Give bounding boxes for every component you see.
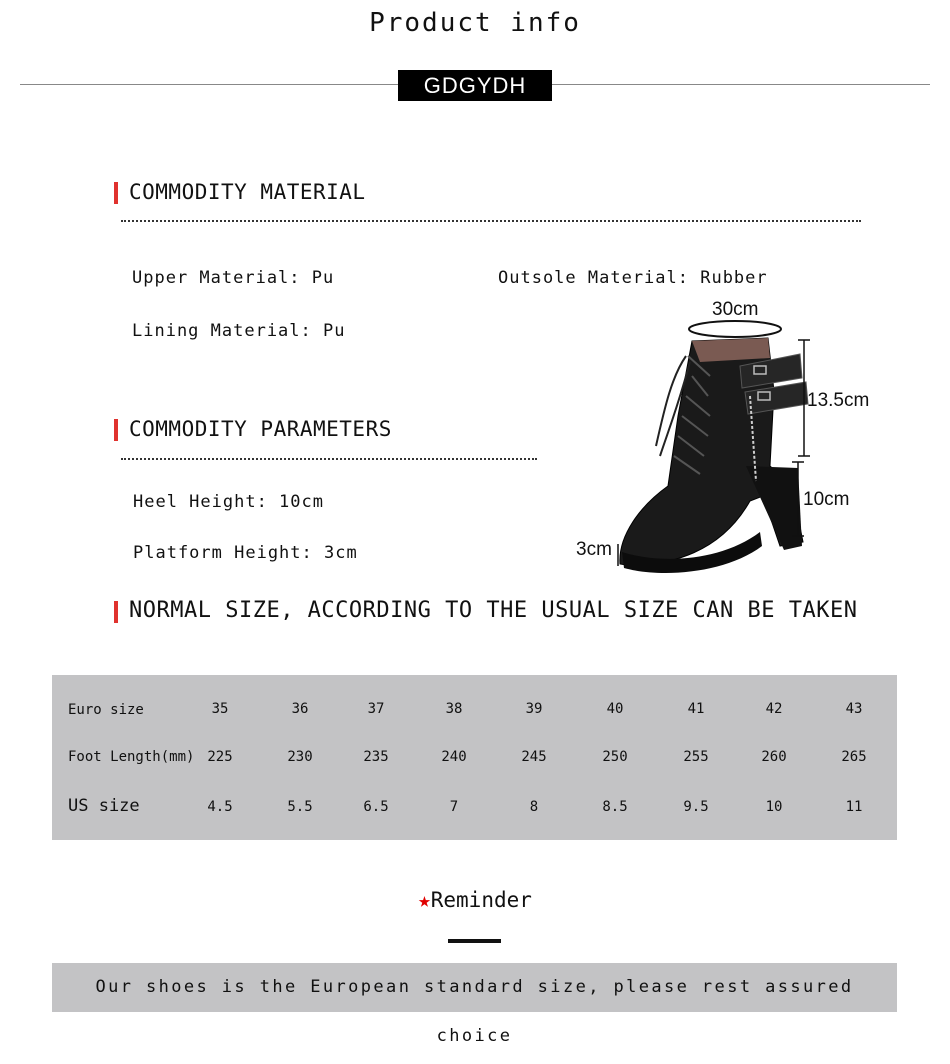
table-cell: 40 <box>606 701 624 717</box>
table-cell: 35 <box>211 701 229 717</box>
reminder-title: Reminder <box>430 888 532 912</box>
table-cell: 8 <box>529 799 539 815</box>
platform-height: Platform Height: 3cm <box>133 543 358 563</box>
section-marker <box>114 182 118 204</box>
table-cell: 260 <box>761 749 787 765</box>
table-cell: 37 <box>367 701 385 717</box>
table-cell: 240 <box>441 749 467 765</box>
table-cell: 38 <box>445 701 463 717</box>
table-cell: 39 <box>525 701 543 717</box>
circumference-loop <box>689 321 781 337</box>
reminder-heading <box>0 888 950 912</box>
platform-height-label: 3cm <box>576 539 612 560</box>
heel-height: Heel Height: 10cm <box>133 492 324 512</box>
table-cell: 225 <box>207 749 233 765</box>
table-cell: 7 <box>449 799 459 815</box>
table-cell: 265 <box>841 749 867 765</box>
outsole-material: Outsole Material: Rubber <box>498 268 768 288</box>
table-cell: 42 <box>765 701 783 717</box>
row-label: Foot Length(mm) <box>68 749 195 765</box>
table-cell: 5.5 <box>287 799 313 815</box>
heel-height-label: 10cm <box>803 489 850 510</box>
table-cell: 36 <box>291 701 309 717</box>
dotted-divider <box>121 458 537 460</box>
table-cell: 4.5 <box>207 799 233 815</box>
page-title: Product info <box>369 8 581 38</box>
table-cell: 250 <box>602 749 628 765</box>
table-cell: 41 <box>687 701 705 717</box>
circumference-label: 30cm <box>712 299 759 320</box>
table-cell: 10 <box>765 799 783 815</box>
boot-lining <box>692 338 770 362</box>
star-icon: ★ <box>418 888 431 912</box>
table-cell: 235 <box>363 749 389 765</box>
upper-material: Upper Material: Pu <box>132 268 335 288</box>
table-cell: 8.5 <box>602 799 628 815</box>
parameters-heading: COMMODITY PARAMETERS <box>129 417 392 441</box>
row-label: US size <box>68 796 140 816</box>
shaft-height-label: 13.5cm <box>807 390 870 411</box>
table-cell: 230 <box>287 749 313 765</box>
table-cell: 9.5 <box>683 799 709 815</box>
material-heading: COMMODITY MATERIAL <box>129 180 366 204</box>
lining-material: Lining Material: Pu <box>132 321 346 341</box>
brand-badge: GDGYDH <box>398 70 552 101</box>
table-cell: 245 <box>521 749 547 765</box>
size-note: NORMAL SIZE, ACCORDING TO THE USUAL SIZE CAN BE TAKEN <box>129 598 858 623</box>
reminder-notice: Our shoes is the European standard size, please rest assured choice <box>52 963 897 1012</box>
table-cell: 11 <box>845 799 863 815</box>
reminder-underline <box>448 939 501 943</box>
row-label: Euro size <box>68 702 144 718</box>
table-cell: 6.5 <box>363 799 389 815</box>
size-table <box>52 675 897 840</box>
section-marker <box>114 419 118 441</box>
dotted-divider <box>121 220 861 222</box>
table-cell: 255 <box>683 749 709 765</box>
section-marker <box>114 601 118 623</box>
table-cell: 43 <box>845 701 863 717</box>
